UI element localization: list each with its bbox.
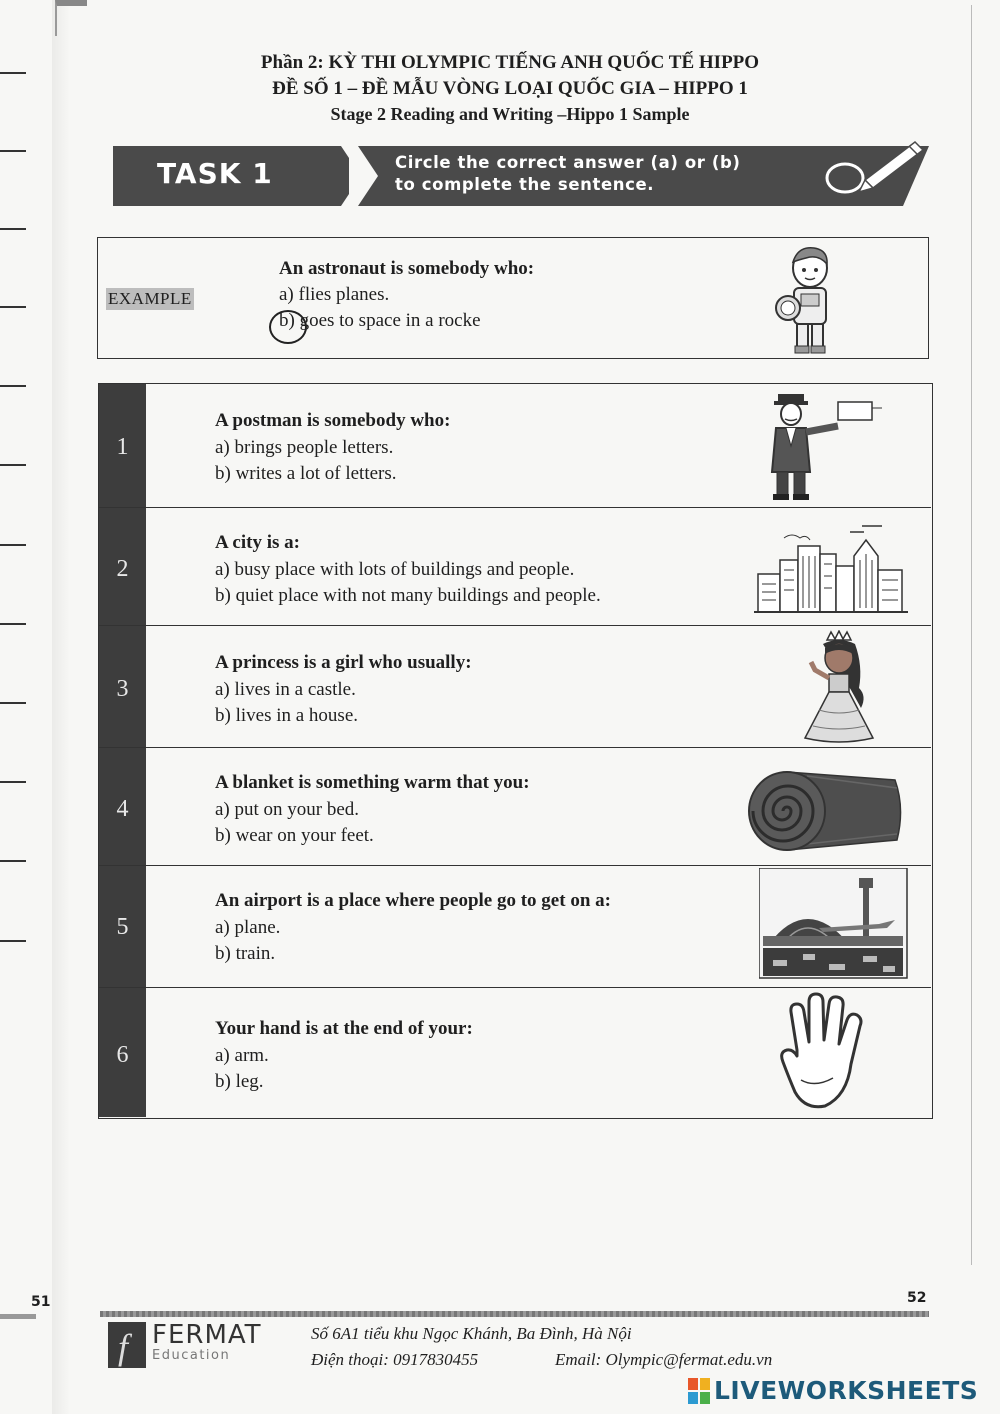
left-footer-rule	[0, 1314, 36, 1319]
question-text: Your hand is at the end of your:	[215, 1018, 473, 1039]
margin-tick	[0, 385, 26, 387]
princess-icon	[789, 630, 889, 746]
astronaut-icon	[770, 242, 850, 356]
option-a[interactable]: a) busy place with lots of buildings and people.	[215, 558, 575, 580]
example-question: An astronaut is somebody who:	[279, 258, 535, 279]
question-row	[99, 626, 931, 748]
page-number-right: 52	[907, 1290, 927, 1306]
logo-subtitle: Education	[152, 1348, 231, 1363]
question-number: 5	[116, 914, 129, 940]
question-content	[215, 530, 601, 610]
example-option-a[interactable]: a) flies planes.	[279, 284, 390, 305]
blanket-icon	[747, 768, 907, 854]
header-line-1: Phần 2: KỲ THI OLYMPIC TIẾNG ANH QUỐC TẾ HIPPO	[260, 52, 760, 73]
example-option-b[interactable]: b) goes to space in a rocke	[279, 310, 481, 331]
task-instruction-line-2: to complete the sentence.	[395, 175, 655, 194]
margin-tick	[0, 860, 26, 862]
number-cell	[99, 866, 146, 987]
number-cell	[99, 626, 146, 747]
option-b[interactable]: b) lives in a house.	[215, 705, 359, 726]
question-content	[215, 1016, 473, 1096]
number-cell	[99, 384, 146, 507]
answer-circle	[269, 310, 307, 344]
option-b[interactable]: b) leg.	[215, 1071, 264, 1092]
hand-icon	[775, 992, 875, 1114]
question-text: A princess is a girl who usually:	[215, 652, 472, 673]
task-banner	[113, 144, 929, 208]
liveworksheets-logo-icon	[688, 1378, 710, 1404]
page-number-left: 51	[31, 1294, 51, 1310]
margin-tick	[0, 702, 26, 704]
option-a[interactable]: a) lives in a castle.	[215, 678, 356, 700]
question-row	[99, 988, 931, 1117]
option-a[interactable]: a) put on your bed.	[215, 798, 360, 820]
option-b[interactable]: b) wear on your feet.	[215, 825, 374, 846]
city-icon	[754, 520, 912, 620]
option-b[interactable]: b) quiet place with not many buildings and people.	[215, 585, 601, 606]
question-content	[215, 888, 611, 968]
option-b[interactable]: b) writes a lot of letters.	[215, 463, 397, 484]
pencil-circle-icon	[819, 138, 929, 202]
airport-icon	[759, 868, 909, 980]
question-row	[99, 508, 931, 626]
question-number: 2	[116, 556, 129, 582]
logo-name: FERMAT	[152, 1320, 262, 1350]
footer-phone: Điện thoại: 0917830455	[311, 1350, 479, 1369]
fermat-logo-icon: f	[108, 1322, 146, 1368]
question-text: A city is a:	[215, 532, 300, 553]
option-a[interactable]: a) brings people letters.	[215, 436, 394, 458]
footer-address: Số 6A1 tiểu khu Ngọc Khánh, Ba Đình, Hà Nội	[311, 1324, 632, 1343]
footer-rule	[100, 1311, 929, 1317]
margin-tick	[0, 306, 26, 308]
number-cell	[99, 748, 146, 865]
question-row	[99, 866, 931, 988]
question-row	[99, 384, 931, 508]
example-content	[279, 256, 534, 334]
question-content	[215, 770, 530, 850]
question-content	[215, 408, 450, 488]
questions-table	[98, 383, 933, 1119]
option-b[interactable]: b) train.	[215, 943, 276, 964]
postman-icon	[764, 390, 894, 502]
question-text: An airport is a place where people go to get on a:	[215, 890, 611, 911]
margin-tick	[0, 228, 26, 230]
watermark-text: LIVEWORKSHEETS	[714, 1376, 979, 1405]
task-title: TASK 1	[157, 157, 273, 190]
option-a[interactable]: a) arm.	[215, 1044, 269, 1066]
page-edge-line	[971, 5, 972, 1265]
margin-tick	[0, 940, 26, 942]
question-number: 6	[116, 1042, 129, 1068]
question-number: 3	[116, 676, 129, 702]
question-content	[215, 650, 472, 730]
task-instruction	[395, 152, 741, 196]
margin-tick	[0, 623, 26, 625]
number-cell	[99, 988, 146, 1117]
page-corner	[55, 0, 87, 36]
header-line-3: Stage 2 Reading and Writing –Hippo 1 Sample	[330, 104, 690, 124]
margin-tick	[0, 464, 26, 466]
margin-tick	[0, 781, 26, 783]
task-instruction-line-1: Circle the correct answer (a) or (b)	[395, 153, 741, 172]
page-binding-shadow	[52, 0, 70, 1414]
question-row	[99, 748, 931, 866]
question-text: A postman is somebody who:	[215, 410, 451, 431]
option-a[interactable]: a) plane.	[215, 916, 281, 938]
header-line-2: ĐỀ SỐ 1 – ĐỀ MẪU VÒNG LOẠI QUỐC GIA – HIPPO 1	[272, 78, 748, 99]
margin-tick	[0, 150, 26, 152]
question-text: A blanket is something warm that you:	[215, 772, 530, 793]
footer-email: Email: Olympic@fermat.edu.vn	[555, 1350, 773, 1369]
example-tag: EXAMPLE	[108, 289, 192, 308]
margin-tick	[0, 544, 26, 546]
number-cell	[99, 508, 146, 625]
example-box	[97, 237, 929, 359]
question-number: 4	[116, 796, 129, 822]
question-number: 1	[116, 434, 129, 460]
